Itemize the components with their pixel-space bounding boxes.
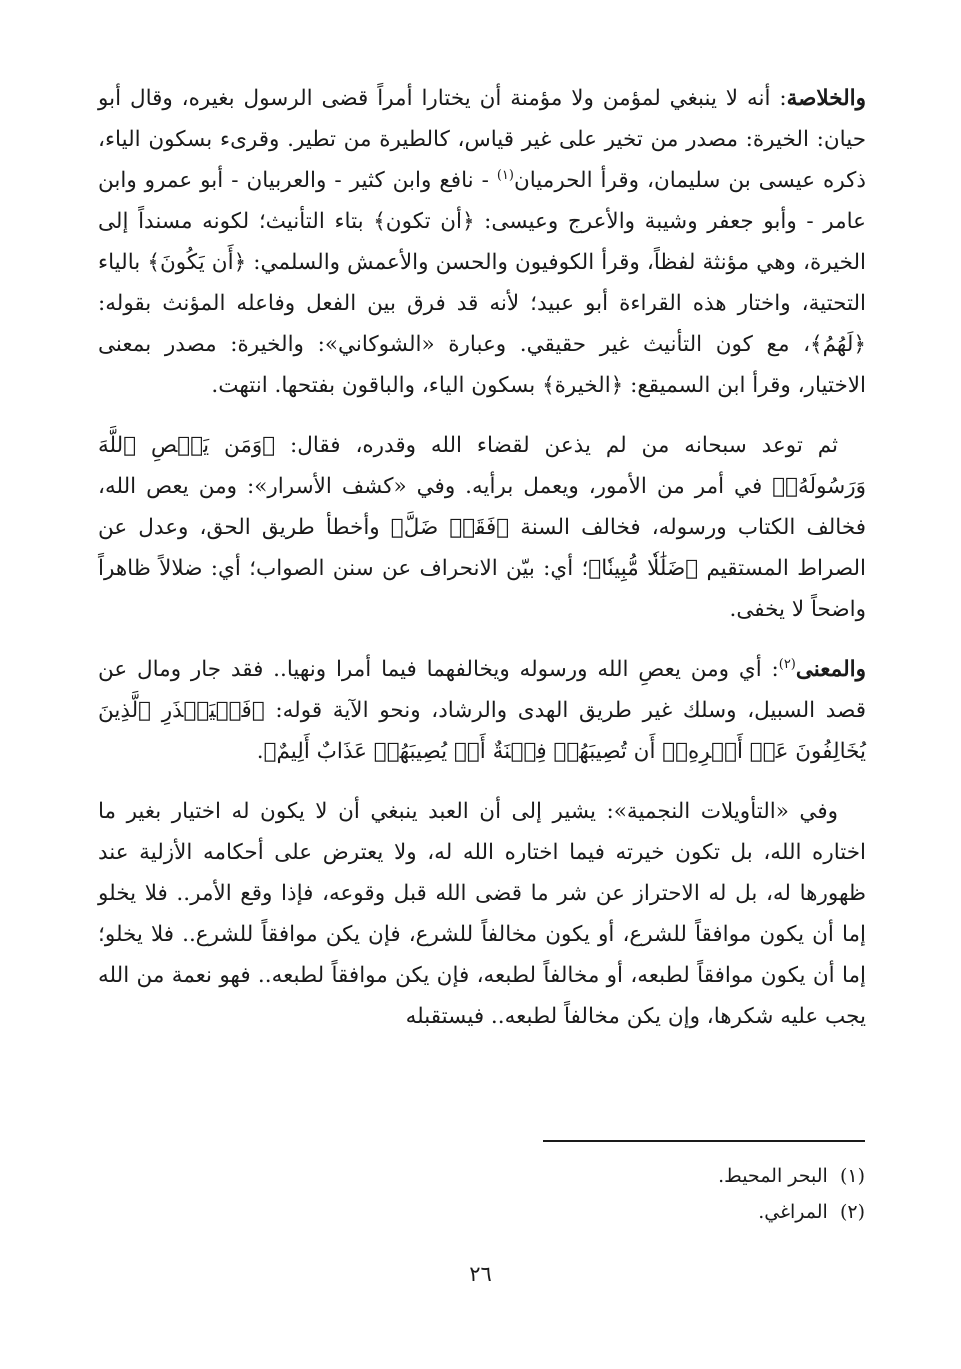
paragraph-threat	[98, 425, 866, 630]
footnotes	[465, 1158, 865, 1230]
page-body	[98, 78, 866, 1037]
footnote-text: المراغي.	[758, 1201, 828, 1223]
paragraph-meaning	[98, 649, 866, 772]
footnote-number: (١)	[839, 1165, 865, 1187]
paragraph-lead: والخلاصة	[786, 86, 866, 111]
paragraph-summary	[98, 78, 866, 406]
paragraph-text: : أي ومن يعصِ الله ورسوله ويخالفهما فيما أمرا ونهيا.. فقد جار ومال عن قصد السبيل، وسلك غير طريق الهدى والرشاد، ونحو الآية قوله: ﴿فَلۡيَحۡذَرِ ٱلَّذِينَ يُخَالِفُونَ عَنۡ أَمۡرِهِۦٓ أَن تُصِيبَهُمۡ فِتۡنَةٌ أَوۡ يُصِيبَهُمۡ عَذَابٌ أَلِيمٌ﴾.	[98, 657, 866, 764]
page-number: ٢٦	[469, 1262, 492, 1286]
footnote-item	[465, 1194, 865, 1230]
paragraph-text-continued: - نافع وابن كثير - والعربيان - أبو عمرو وابن عامر - وأبو جعفر وشيبة والأعرج وعيسى: ﴿أن تكون﴾ بتاء التأنيث؛ لكونه مسنداً إلى الخيرة، وهي مؤنثة لفظاً، وقرأ الكوفيون والحسن والأعمش والسلمي: ﴿أَن يَكُونَ﴾ بالياء التحتية، واختار هذه القراءة أبو عبيد؛ لأنه قد فرق بين الفعل وفاعله المؤنث بقوله: ﴿لَهُمُ﴾، مع كون التأنيث غير حقيقي. وعبارة «الشوكاني»: والخيرة: مصدر بمعنى الاختيار، وقرأ ابن السميقع: ﴿الخيرة﴾ بسكون الياء، والباقون بفتحها. انتهت.	[98, 168, 866, 398]
footnote-item	[465, 1158, 865, 1194]
footnote-ref: (٢)	[778, 656, 796, 672]
footnote-ref: (١)	[496, 167, 514, 183]
footnote-text: البحر المحيط.	[718, 1165, 828, 1187]
footnote-number: (٢)	[839, 1201, 865, 1223]
paragraph-text: ثم توعد سبحانه من لم يذعن لقضاء الله وقدره، فقال: ﴿وَمَن يَعۡصِ ٱللَّهَ وَرَسُولَهُۥ﴾ في أمر من الأمور، ويعمل برأيه. وفي «كشف الأسرار»: ومن يعص الله، فخالف الكتاب ورسوله، فخالف السنة ﴿فَقَدۡ ضَلَّ﴾ وأخطأ طريق الحق، وعدل عن الصراط المستقيم ﴿ضَلَٰلٗا مُّبِينٗا﴾؛ أي: بيّن الانحراف عن سنن الصواب؛ أي: ضلالاً ظاهراً واضحاً لا يخفى.	[98, 433, 866, 622]
footnote-divider	[543, 1140, 865, 1142]
paragraph-lead: والمعنى	[795, 657, 866, 682]
paragraph-text: وفي «التأويلات النجمية»: يشير إلى أن العبد ينبغي أن لا يكون له اختيار بغير ما اختاره الله، بل تكون خيرته فيما اختاره الله له، ولا يعترض على أحكامه الأزلية عند ظهورها له، بل له الاحتراز عن شر ما قضى الله قبل وقوعه، فإذا وقع الأمر.. فلا يخلو إما أن يكون موافقاً للشرع، أو يكون مخالفاً للشرع، فإن يكن موافقاً للشرع.. فلا يخلو؛ إما أن يكون موافقاً لطبعه، أو مخالفاً لطبعه، فإن يكن موافقاً لطبعه.. فهو نعمة من الله يجب عليه شكرها، وإن يكن مخالفاً لطبعه.. فيستقبله	[98, 799, 866, 1029]
paragraph-tawilat	[98, 791, 866, 1037]
paragraph-text: : أنه لا ينبغي لمؤمن ولا مؤمنة أن يختارا أمراً قضى الرسول بغيره، وقال أبو حيان: الخيرة: مصدر من تخير على غير قياس، كالطيرة من تطير. وقرىء بسكون الياء، ذكره عيسى بن سليمان، وقرأ الحرميان	[98, 86, 866, 193]
